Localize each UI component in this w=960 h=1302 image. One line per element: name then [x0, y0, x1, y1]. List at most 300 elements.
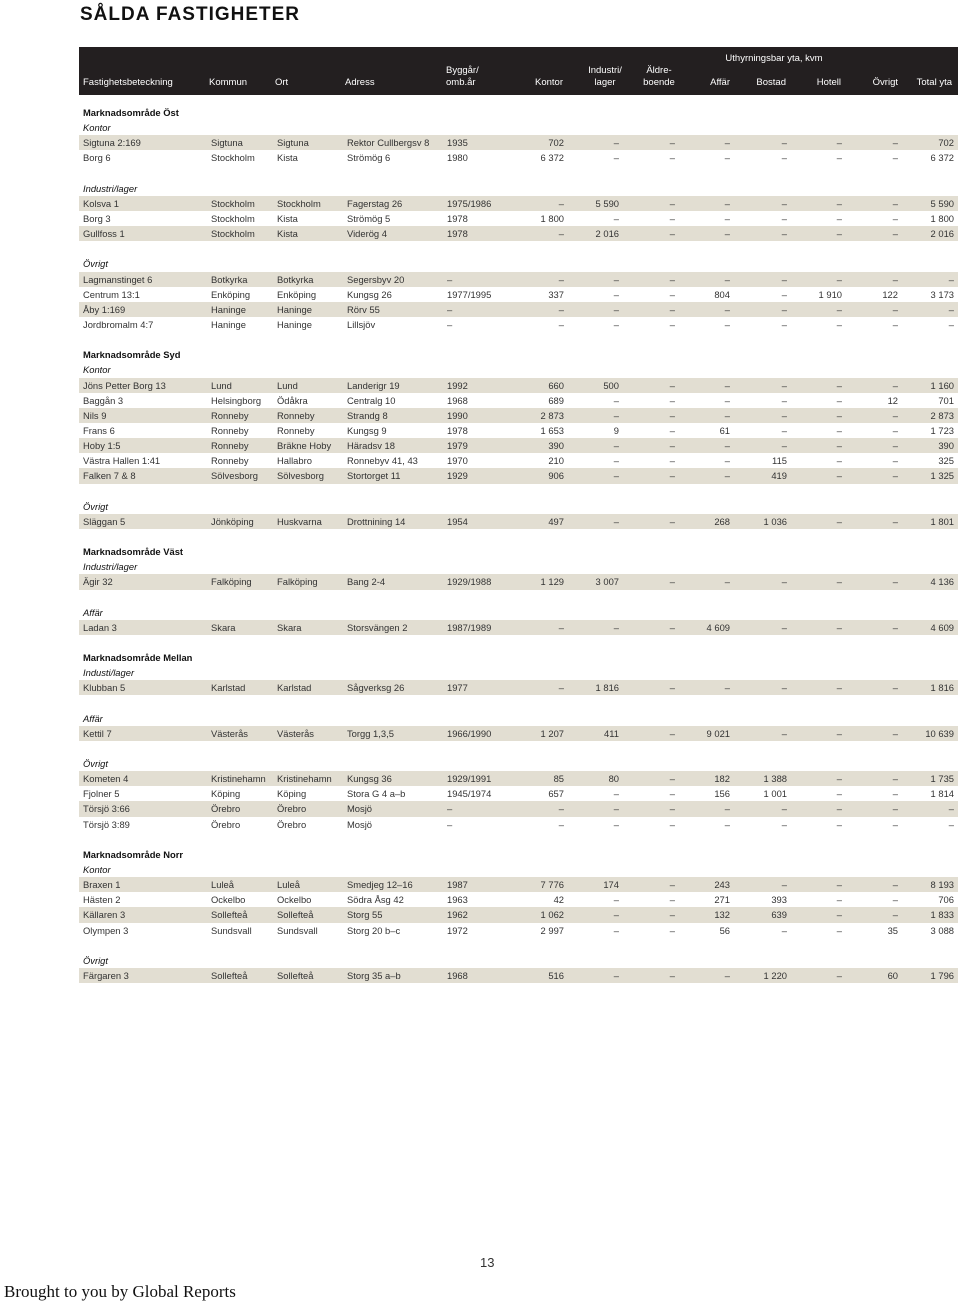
cell-aldreboende: – [669, 803, 675, 815]
cell-total-yta: 2 873 [930, 409, 954, 421]
cell-byggar: 1977/1995 [447, 288, 492, 300]
category-heading [79, 559, 958, 574]
cell-ovrigt: – [892, 409, 898, 421]
cell-adress: Smedjeg 12–16 [347, 879, 413, 891]
cell-total-yta: 1 796 [930, 970, 954, 982]
cell-industri: 2 016 [595, 228, 619, 240]
cell-fastighet: Olympen 3 [83, 924, 129, 936]
cell-adress: Bang 2-4 [347, 576, 386, 588]
cell-affar: 243 [714, 879, 730, 891]
cell-byggar: 1977 [447, 682, 468, 694]
spacer-row [79, 484, 958, 499]
cell-kontor: 689 [548, 394, 564, 406]
cell-byggar: – [447, 818, 453, 830]
cell-byggar: 1978 [447, 424, 468, 436]
cell-ort: Bräkne Hoby [277, 440, 332, 452]
cell-affar: – [724, 379, 730, 391]
table-row [79, 786, 958, 801]
cell-ort: Västerås [277, 727, 314, 739]
cell-adress: Mosjö [347, 803, 373, 815]
cell-bostad: 1 001 [763, 788, 787, 800]
table-row [79, 226, 958, 241]
cell-kommun: Sundsvall [211, 924, 252, 936]
header-col-kontor: Kontor [535, 77, 563, 88]
cell-kommun: Sölvesborg [211, 470, 258, 482]
cell-aldreboende: – [669, 303, 675, 315]
cell-bostad: 419 [771, 470, 787, 482]
cell-byggar: 1966/1990 [447, 727, 492, 739]
cell-bostad: 393 [771, 894, 787, 906]
cell-affar: 9 021 [706, 727, 730, 739]
cell-kontor: 7 776 [540, 879, 564, 891]
cell-total-yta: 3 173 [930, 288, 954, 300]
cell-fastighet: Törsjö 3:66 [83, 803, 130, 815]
cell-bostad: – [781, 924, 787, 936]
cell-kontor: 1 207 [540, 727, 564, 739]
cell-adress: Ronnebyv 41, 43 [347, 455, 418, 467]
cell-industri: – [613, 318, 619, 330]
cell-byggar: – [447, 303, 453, 315]
cell-byggar: 1990 [447, 409, 468, 421]
cell-industri: 9 [613, 424, 619, 436]
cell-ovrigt: – [892, 879, 898, 891]
cell-kommun: Jönköping [211, 515, 254, 527]
cell-industri: 5 590 [595, 197, 619, 209]
cell-total-yta: – [948, 273, 954, 285]
table-row [79, 393, 958, 408]
cell-industri: 500 [603, 379, 619, 391]
cell-total-yta: 325 [938, 455, 954, 467]
cell-adress: Storsvängen 2 [347, 621, 408, 633]
category-heading-label: Industri/lager [83, 561, 138, 573]
cell-ort: Hallabro [277, 455, 312, 467]
cell-byggar: 1972 [447, 924, 468, 936]
cell-fastighet: Borg 3 [83, 212, 111, 224]
cell-ort: Ronneby [277, 409, 315, 421]
cell-aldreboende: – [669, 288, 675, 300]
cell-aldreboende: – [669, 212, 675, 224]
cell-aldreboende: – [669, 273, 675, 285]
cell-adress: Landerigr 19 [347, 379, 400, 391]
cell-kontor: 660 [548, 379, 564, 391]
cell-byggar: – [447, 318, 453, 330]
table-row [79, 468, 958, 483]
category-heading-label: Affär [83, 712, 103, 724]
cell-kontor: – [558, 303, 564, 315]
cell-byggar: 1970 [447, 455, 468, 467]
cell-total-yta: 1 816 [930, 682, 954, 694]
cell-kontor: – [558, 273, 564, 285]
cell-industri: – [613, 212, 619, 224]
cell-kontor: – [558, 621, 564, 633]
category-heading [79, 711, 958, 726]
cell-kontor: 906 [548, 470, 564, 482]
cell-hotell: – [836, 379, 842, 391]
cell-industri: – [613, 818, 619, 830]
cell-byggar: 1935 [447, 137, 468, 149]
cell-ort: Örebro [277, 818, 307, 830]
cell-affar: 182 [714, 773, 730, 785]
cell-adress: Segersbyv 20 [347, 273, 405, 285]
table-row [79, 302, 958, 317]
cell-kontor: 1 129 [540, 576, 564, 588]
spacer-row [79, 695, 958, 710]
cell-aldreboende: – [669, 152, 675, 164]
cell-bostad: 1 388 [763, 773, 787, 785]
cell-fastighet: Baggån 3 [83, 394, 124, 406]
category-heading [79, 499, 958, 514]
cell-hotell: – [836, 470, 842, 482]
cell-aldreboende: – [669, 576, 675, 588]
table-row [79, 378, 958, 393]
cell-adress: Stora G 4 a–b [347, 788, 406, 800]
cell-industri: – [613, 455, 619, 467]
cell-fastighet: Fjolner 5 [83, 788, 120, 800]
cell-kontor: – [558, 228, 564, 240]
cell-hotell: – [836, 682, 842, 694]
cell-industri: 3 007 [595, 576, 619, 588]
cell-byggar: – [447, 803, 453, 815]
cell-bostad: – [781, 424, 787, 436]
cell-kontor: 497 [548, 515, 564, 527]
cell-ovrigt: – [892, 440, 898, 452]
cell-kontor: – [558, 197, 564, 209]
spacer-row [79, 590, 958, 605]
cell-adress: Rörv 55 [347, 303, 380, 315]
cell-bostad: – [781, 318, 787, 330]
cell-ort: Ödåkra [277, 394, 308, 406]
cell-ovrigt: – [892, 212, 898, 224]
cell-kontor: 2 997 [540, 924, 564, 936]
cell-adress: Fagerstag 26 [347, 197, 403, 209]
cell-hotell: – [836, 909, 842, 921]
cell-ort: Skara [277, 621, 302, 633]
cell-affar: – [724, 409, 730, 421]
cell-ort: Haninge [277, 303, 312, 315]
cell-fastighet: Borg 6 [83, 152, 111, 164]
cell-affar: 61 [719, 424, 730, 436]
cell-bostad: – [781, 228, 787, 240]
cell-aldreboende: – [669, 879, 675, 891]
cell-adress: Strömög 6 [347, 152, 391, 164]
cell-aldreboende: – [669, 409, 675, 421]
cell-ort: Kista [277, 152, 298, 164]
cell-affar: – [724, 818, 730, 830]
cell-adress: Storg 35 a–b [347, 970, 401, 982]
cell-kontor: 42 [553, 894, 564, 906]
category-heading [79, 953, 958, 968]
cell-kommun: Ronneby [211, 440, 249, 452]
cell-aldreboende: – [669, 894, 675, 906]
cell-affar: – [724, 682, 730, 694]
cell-bostad: – [781, 409, 787, 421]
cell-ovrigt: 12 [887, 394, 898, 406]
spacer-row [79, 832, 958, 847]
property-table [79, 105, 958, 983]
cell-hotell: – [836, 197, 842, 209]
cell-aldreboende: – [669, 424, 675, 436]
cell-kontor: – [558, 818, 564, 830]
cell-affar: – [724, 440, 730, 452]
cell-total-yta: 1 801 [930, 515, 954, 527]
cell-ort: Ronneby [277, 424, 315, 436]
cell-kommun: Stockholm [211, 152, 255, 164]
table-row [79, 135, 958, 150]
cell-fastighet: Falken 7 & 8 [83, 470, 136, 482]
cell-kommun: Kristinehamn [211, 773, 266, 785]
cell-bostad: – [781, 303, 787, 315]
cell-affar: 156 [714, 788, 730, 800]
header-col-industri: Industri/ lager [588, 65, 622, 88]
cell-byggar: 1954 [447, 515, 468, 527]
category-heading-label: Kontor [83, 122, 111, 134]
cell-kontor: 702 [548, 137, 564, 149]
cell-kommun: Sollefteå [211, 970, 248, 982]
cell-ort: Luleå [277, 879, 300, 891]
cell-aldreboende: – [669, 440, 675, 452]
cell-kontor: 85 [553, 773, 564, 785]
cell-kommun: Ronneby [211, 409, 249, 421]
header-col-fastighetsbeteckning: Fastighetsbeteckning [83, 77, 173, 88]
cell-ort: Falköping [277, 576, 318, 588]
cell-ovrigt: – [892, 515, 898, 527]
section-heading-label: Marknadsområde Norr [83, 848, 184, 860]
cell-ort: Botkyrka [277, 273, 314, 285]
cell-total-yta: 10 639 [925, 727, 954, 739]
cell-kontor: 2 873 [540, 409, 564, 421]
cell-kommun: Örebro [211, 818, 241, 830]
cell-industri: – [613, 515, 619, 527]
cell-bostad: – [781, 879, 787, 891]
table-row [79, 907, 958, 922]
cell-kommun: Ronneby [211, 424, 249, 436]
cell-bostad: – [781, 394, 787, 406]
section-heading [79, 347, 958, 362]
cell-aldreboende: – [669, 379, 675, 391]
cell-total-yta: 1 325 [930, 470, 954, 482]
cell-hotell: – [836, 440, 842, 452]
cell-affar: – [724, 470, 730, 482]
cell-industri: – [613, 394, 619, 406]
cell-ovrigt: – [892, 909, 898, 921]
spacer-row [79, 166, 958, 181]
cell-byggar: 1980 [447, 152, 468, 164]
cell-adress: Storg 20 b–c [347, 924, 401, 936]
cell-hotell: – [836, 424, 842, 436]
table-row [79, 453, 958, 468]
cell-total-yta: 1 800 [930, 212, 954, 224]
cell-fastighet: Jordbromalm 4:7 [83, 318, 154, 330]
cell-hotell: – [836, 409, 842, 421]
cell-bostad: – [781, 273, 787, 285]
cell-ovrigt: – [892, 273, 898, 285]
cell-total-yta: 1 723 [930, 424, 954, 436]
cell-ovrigt: – [892, 228, 898, 240]
cell-byggar: 1968 [447, 970, 468, 982]
cell-byggar: 1979 [447, 440, 468, 452]
cell-total-yta: 2 016 [930, 228, 954, 240]
cell-ort: Sigtuna [277, 137, 309, 149]
cell-kontor: 337 [548, 288, 564, 300]
cell-affar: – [724, 303, 730, 315]
cell-affar: 804 [714, 288, 730, 300]
cell-ovrigt: – [892, 470, 898, 482]
cell-affar: – [724, 455, 730, 467]
cell-ovrigt: – [892, 379, 898, 391]
section-heading-label: Marknadsområde Syd [83, 349, 181, 361]
cell-total-yta: 1 160 [930, 379, 954, 391]
cell-kommun: Stockholm [211, 228, 255, 240]
cell-hotell: – [836, 228, 842, 240]
category-heading [79, 362, 958, 377]
cell-fastighet: Åby 1:169 [83, 303, 126, 315]
table-row [79, 423, 958, 438]
cell-industri: – [613, 894, 619, 906]
cell-industri: – [613, 803, 619, 815]
cell-total-yta: 5 590 [930, 197, 954, 209]
cell-ort: Kista [277, 228, 298, 240]
cell-bostad: – [781, 379, 787, 391]
cell-fastighet: Kometen 4 [83, 773, 129, 785]
cell-hotell: – [836, 818, 842, 830]
cell-aldreboende: – [669, 818, 675, 830]
cell-total-yta: 4 609 [930, 621, 954, 633]
cell-adress: Centralg 10 [347, 394, 396, 406]
cell-adress: Strömög 5 [347, 212, 391, 224]
header-col-total-yta: Total yta [916, 77, 952, 88]
cell-kommun: Stockholm [211, 212, 255, 224]
cell-bostad: – [781, 576, 787, 588]
cell-fastighet: Lagmanstinget 6 [83, 273, 153, 285]
cell-bostad: – [781, 818, 787, 830]
cell-kontor: 390 [548, 440, 564, 452]
cell-industri: 174 [603, 879, 619, 891]
cell-industri: – [613, 621, 619, 633]
cell-fastighet: Kettil 7 [83, 727, 112, 739]
cell-industri: – [613, 909, 619, 921]
cell-hotell: – [836, 879, 842, 891]
cell-affar: – [724, 228, 730, 240]
section-heading [79, 650, 958, 665]
cell-adress: Storg 55 [347, 909, 383, 921]
cell-adress: Kungsg 9 [347, 424, 387, 436]
cell-ovrigt: 60 [887, 970, 898, 982]
cell-hotell: – [836, 318, 842, 330]
cell-aldreboende: – [669, 137, 675, 149]
cell-kommun: Karlstad [211, 682, 246, 694]
cell-ovrigt: – [892, 197, 898, 209]
cell-adress: Rektor Cullbergsv 8 [347, 137, 430, 149]
cell-ort: Sollefteå [277, 909, 314, 921]
cell-adress: Stortorget 11 [347, 470, 401, 482]
cell-affar: 4 609 [706, 621, 730, 633]
cell-byggar: 1987/1989 [447, 621, 492, 633]
cell-industri: 411 [604, 727, 619, 739]
cell-fastighet: Ladan 3 [83, 621, 117, 633]
cell-affar: 268 [714, 515, 730, 527]
section-heading-label: Marknadsområde Mellan [83, 652, 193, 664]
cell-total-yta: 1 833 [930, 909, 954, 921]
cell-total-yta: 701 [938, 394, 954, 406]
cell-ort: Kristinehamn [277, 773, 332, 785]
cell-fastighet: Färgaren 3 [83, 970, 129, 982]
cell-affar: 56 [719, 924, 730, 936]
cell-industri: – [613, 924, 619, 936]
cell-byggar: 1978 [447, 212, 468, 224]
cell-adress: Sågverksg 26 [347, 682, 405, 694]
cell-ovrigt: – [892, 152, 898, 164]
table-row [79, 680, 958, 695]
cell-total-yta: – [948, 318, 954, 330]
cell-bostad: 639 [771, 909, 787, 921]
cell-industri: – [613, 970, 619, 982]
cell-industri: – [613, 409, 619, 421]
cell-ort: Enköping [277, 288, 317, 300]
cell-ovrigt: – [892, 818, 898, 830]
cell-ovrigt: – [892, 894, 898, 906]
cell-ovrigt: – [892, 137, 898, 149]
cell-kommun: Enköping [211, 288, 251, 300]
footer-credit: Brought to you by Global Reports [4, 1282, 236, 1301]
cell-aldreboende: – [669, 394, 675, 406]
cell-total-yta: 702 [938, 137, 954, 149]
cell-bostad: – [781, 682, 787, 694]
table-header [79, 47, 958, 95]
cell-byggar: 1945/1974 [447, 788, 492, 800]
table-row [79, 923, 958, 938]
category-heading-label: Industri/lager [83, 182, 138, 194]
cell-ort: Ockelbo [277, 894, 312, 906]
cell-affar: – [724, 152, 730, 164]
cell-byggar: 1992 [447, 379, 468, 391]
cell-total-yta: 1 814 [930, 788, 954, 800]
cell-ovrigt: – [892, 803, 898, 815]
table-row [79, 317, 958, 332]
cell-ovrigt: – [892, 682, 898, 694]
category-heading-label: Kontor [83, 864, 111, 876]
cell-hotell: – [836, 212, 842, 224]
cell-adress: Södra Åsg 42 [347, 894, 404, 906]
cell-kommun: Lund [211, 379, 232, 391]
cell-kommun: Botkyrka [211, 273, 248, 285]
cell-affar: 132 [714, 909, 730, 921]
header-col-bostad: Bostad [756, 77, 786, 88]
cell-adress: Lillsjöv [347, 318, 376, 330]
cell-industri: – [613, 788, 619, 800]
cell-hotell: – [836, 394, 842, 406]
cell-industri: – [613, 152, 619, 164]
table-row [79, 892, 958, 907]
cell-industri: 1 816 [595, 682, 619, 694]
cell-adress: Drottnining 14 [347, 515, 406, 527]
spacer-row [79, 635, 958, 650]
cell-fastighet: Hästen 2 [83, 894, 121, 906]
cell-bostad: – [781, 727, 787, 739]
cell-industri: – [613, 273, 619, 285]
table-row [79, 877, 958, 892]
cell-hotell: – [836, 727, 842, 739]
cell-kontor: – [558, 318, 564, 330]
cell-byggar: 1978 [447, 228, 468, 240]
cell-ovrigt: 35 [887, 924, 898, 936]
cell-kommun: Luleå [211, 879, 234, 891]
section-heading [79, 544, 958, 559]
cell-aldreboende: – [669, 924, 675, 936]
cell-total-yta: 390 [938, 440, 954, 452]
header-col-kommun: Kommun [209, 77, 248, 88]
table-row [79, 438, 958, 453]
cell-ovrigt: – [892, 576, 898, 588]
